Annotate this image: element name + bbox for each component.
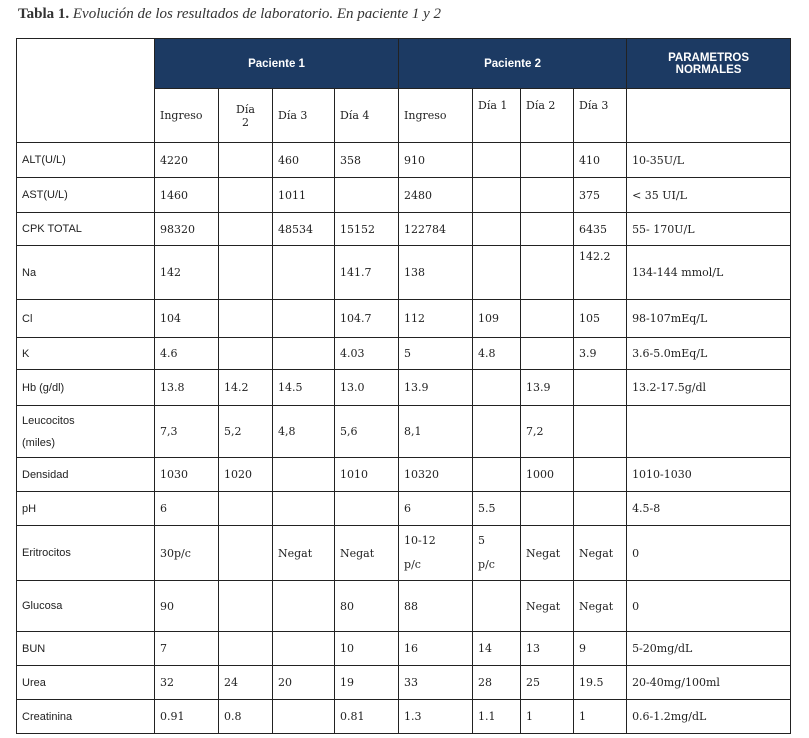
cell: 375: [574, 178, 627, 213]
cell: [273, 246, 335, 300]
cell: [473, 526, 521, 581]
row-label: CPK TOTAL: [17, 213, 155, 246]
cell: [473, 246, 521, 300]
cell: Negat: [335, 526, 399, 581]
cell: 20: [273, 666, 335, 700]
row-label: Creatinina: [17, 700, 155, 734]
cell: [521, 492, 574, 526]
table-row: [17, 370, 791, 406]
cell: [273, 700, 335, 734]
cell: [521, 246, 574, 300]
cell: [473, 458, 521, 492]
header-parametros-normales: [627, 39, 791, 89]
cell: 141.7: [335, 246, 399, 300]
cell: [473, 143, 521, 178]
cell: 4.03: [335, 338, 399, 370]
header-normal-line2: NORMALES: [675, 63, 742, 76]
cell: 30p/c: [155, 526, 219, 581]
cell: 4.8: [473, 338, 521, 370]
normal-cell: 0.6-1.2mg/dL: [627, 700, 791, 734]
header-normal-line1: PARAMETROS: [668, 51, 750, 64]
row-label: Cl: [17, 300, 155, 338]
cell: Negat: [521, 581, 574, 632]
cell: 25: [521, 666, 574, 700]
cell: 10: [335, 632, 399, 666]
cell: [273, 338, 335, 370]
cell-line1: 10-12: [404, 534, 436, 547]
table-row: [17, 581, 791, 632]
cell: 410: [574, 143, 627, 178]
cell: 910: [399, 143, 473, 178]
row-label: Eritrocitos: [17, 526, 155, 581]
cell: 1.1: [473, 700, 521, 734]
table-row: [17, 458, 791, 492]
cell: 13.9: [399, 370, 473, 406]
cell: 80: [335, 581, 399, 632]
cell: 6435: [574, 213, 627, 246]
row-label: AST(U/L): [17, 178, 155, 213]
cell: [335, 178, 399, 213]
cell: 5.5: [473, 492, 521, 526]
cell: 14.2: [219, 370, 273, 406]
cell: 6: [399, 492, 473, 526]
cell: [574, 492, 627, 526]
normal-cell: 134-144 mmol/L: [627, 246, 791, 300]
row-label-line1: Leucocitos: [22, 414, 75, 427]
cell: [273, 458, 335, 492]
cell: 104: [155, 300, 219, 338]
cell: Negat: [574, 581, 627, 632]
normal-cell: 20-40mg/100ml: [627, 666, 791, 700]
table-caption: Tabla 1. Evolución de los resultados de laboratorio. En paciente 1 y 2: [18, 6, 442, 22]
row-label: Hb (g/dl): [17, 370, 155, 406]
normal-cell: 4.5-8: [627, 492, 791, 526]
cell: 33: [399, 666, 473, 700]
p1-dia3-header: Día 3: [273, 89, 335, 143]
row-label: Urea: [17, 666, 155, 700]
cell: 48534: [273, 213, 335, 246]
cell: 13.0: [335, 370, 399, 406]
p1-ingreso-header: Ingreso: [155, 89, 219, 143]
cell: 7: [155, 632, 219, 666]
cell: 7,2: [521, 406, 574, 458]
cell: 1010: [335, 458, 399, 492]
cell: [219, 300, 273, 338]
p2-dia2-header: Día 2: [521, 89, 574, 143]
table-row: [17, 338, 791, 370]
caption-text: Evolución de los resultados de laboratorio. En paciente 1 y 2: [72, 6, 442, 22]
row-label: BUN: [17, 632, 155, 666]
cell: 3.9: [574, 338, 627, 370]
row-label: ALT(U/L): [17, 143, 155, 178]
cell: [219, 178, 273, 213]
row-label: pH: [17, 492, 155, 526]
cell: 460: [273, 143, 335, 178]
p1-dia2-header: Día 2: [219, 89, 273, 143]
cell: 16: [399, 632, 473, 666]
cell: 13: [521, 632, 574, 666]
cell: 28: [473, 666, 521, 700]
cell: 112: [399, 300, 473, 338]
cell: [521, 143, 574, 178]
cell: 142.2: [574, 246, 627, 300]
normal-cell: 3.6-5.0mEq/L: [627, 338, 791, 370]
cell: 105: [574, 300, 627, 338]
cell: [473, 406, 521, 458]
cell: 14.5: [273, 370, 335, 406]
cell: [574, 406, 627, 458]
table-row: [17, 246, 791, 300]
p2-dia1-header: Día 1: [473, 89, 521, 143]
cell: [473, 178, 521, 213]
cell: 138: [399, 246, 473, 300]
cell: 15152: [335, 213, 399, 246]
cell: 6: [155, 492, 219, 526]
cell: Negat: [273, 526, 335, 581]
cell: 8,1: [399, 406, 473, 458]
cell: 0.8: [219, 700, 273, 734]
p2-dia3-header: Día 3: [574, 89, 627, 143]
row-label: Glucosa: [17, 581, 155, 632]
cell: 19.5: [574, 666, 627, 700]
cell: 1011: [273, 178, 335, 213]
cell: 7,3: [155, 406, 219, 458]
cell: Negat: [574, 526, 627, 581]
cell: 98320: [155, 213, 219, 246]
cell: 0.81: [335, 700, 399, 734]
cell: 4220: [155, 143, 219, 178]
cell: [473, 370, 521, 406]
normal-cell: 0: [627, 526, 791, 581]
cell: 142: [155, 246, 219, 300]
cell: [273, 632, 335, 666]
header-normal-empty: [627, 89, 791, 143]
cell: [219, 492, 273, 526]
normal-cell: 98-107mEq/L: [627, 300, 791, 338]
cell: 358: [335, 143, 399, 178]
normal-cell: 5-20mg/dL: [627, 632, 791, 666]
cell: 88: [399, 581, 473, 632]
cell: [521, 300, 574, 338]
header-paciente-2: Paciente 2: [399, 39, 627, 89]
caption-label: Tabla 1: [18, 6, 66, 22]
table-row: [17, 300, 791, 338]
cell: 5: [399, 338, 473, 370]
cell: 1030: [155, 458, 219, 492]
header-empty-cell: [17, 39, 155, 143]
cell: 14: [473, 632, 521, 666]
table-row: [17, 700, 791, 734]
table-row: [17, 666, 791, 700]
cell: [335, 492, 399, 526]
normal-cell: < 35 UI/L: [627, 178, 791, 213]
cell: [521, 178, 574, 213]
cell: 109: [473, 300, 521, 338]
normal-cell: 0: [627, 581, 791, 632]
cell: 32: [155, 666, 219, 700]
cell: [521, 213, 574, 246]
cell: [574, 370, 627, 406]
cell: 90: [155, 581, 219, 632]
table-row: [17, 492, 791, 526]
cell: [219, 632, 273, 666]
cell: [399, 526, 473, 581]
cell: 1020: [219, 458, 273, 492]
header-group-row: [17, 39, 791, 89]
header-paciente-1: Paciente 1: [155, 39, 399, 89]
p2-ingreso-header: Ingreso: [399, 89, 473, 143]
cell: [473, 213, 521, 246]
normal-cell: 1010-1030: [627, 458, 791, 492]
cell: 5,2: [219, 406, 273, 458]
cell: [473, 581, 521, 632]
cell: 1000: [521, 458, 574, 492]
cell: 24: [219, 666, 273, 700]
cell: [273, 492, 335, 526]
normal-cell: 55- 170U/L: [627, 213, 791, 246]
row-label: Densidad: [17, 458, 155, 492]
row-label-line2: (miles): [22, 436, 55, 449]
row-label: Na: [17, 246, 155, 300]
lab-results-table: [16, 38, 791, 734]
table-row: [17, 526, 791, 581]
cell: [219, 338, 273, 370]
cell: 1: [521, 700, 574, 734]
cell: Negat: [521, 526, 574, 581]
table-row: [17, 143, 791, 178]
p1-dia4-header: Día 4: [335, 89, 399, 143]
cell: 10320: [399, 458, 473, 492]
cell: [219, 213, 273, 246]
cell: 0.91: [155, 700, 219, 734]
cell: 19: [335, 666, 399, 700]
cell: 9: [574, 632, 627, 666]
row-label: [17, 406, 155, 458]
cell: [273, 581, 335, 632]
cell: 4,8: [273, 406, 335, 458]
cell: [273, 300, 335, 338]
cell: 1: [574, 700, 627, 734]
cell: [219, 581, 273, 632]
cell: [574, 458, 627, 492]
cell: 122784: [399, 213, 473, 246]
cell-line2: p/c: [404, 558, 421, 571]
row-label: K: [17, 338, 155, 370]
cell-line2: p/c: [478, 558, 495, 571]
cell-line1: 5: [478, 534, 486, 547]
normal-cell: 13.2-17.5g/dl: [627, 370, 791, 406]
cell: 5,6: [335, 406, 399, 458]
cell: 104.7: [335, 300, 399, 338]
cell: [219, 246, 273, 300]
cell: 2480: [399, 178, 473, 213]
cell: [219, 526, 273, 581]
cell: 13.8: [155, 370, 219, 406]
table-row: [17, 632, 791, 666]
cell: 4.6: [155, 338, 219, 370]
cell: 13.9: [521, 370, 574, 406]
cell: 1.3: [399, 700, 473, 734]
cell: [219, 143, 273, 178]
normal-cell: 10-35U/L: [627, 143, 791, 178]
table-row: [17, 406, 791, 458]
table-row: [17, 178, 791, 213]
normal-cell: [627, 406, 791, 458]
table-row: [17, 213, 791, 246]
cell: 1460: [155, 178, 219, 213]
cell: [521, 338, 574, 370]
